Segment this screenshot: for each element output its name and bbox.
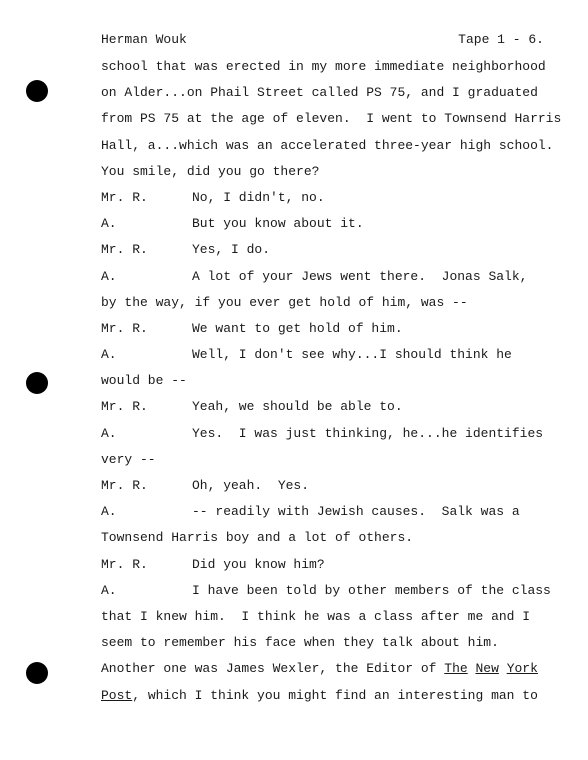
transcript-line <box>101 687 561 713</box>
speech-text: I have been told by other members of the class <box>192 582 551 598</box>
transcript-line <box>101 346 561 372</box>
transcript-line: that I knew him. I think he was a class after me and I <box>101 608 531 624</box>
transcript-line: from PS 75 at the age of eleven. I went to Townsend Harris <box>101 111 562 127</box>
speaker-label: Mr. R. <box>101 399 148 415</box>
transcript-body <box>101 58 561 713</box>
speaker-label: A. <box>101 216 117 232</box>
line-text: , which I think you might find an interesting man to <box>132 687 538 703</box>
transcript-line: Townsend Harris boy and a lot of others. <box>101 530 414 546</box>
transcript-line <box>101 477 561 503</box>
transcript-line <box>101 268 561 294</box>
speaker-label: Mr. R. <box>101 556 148 572</box>
speech-text: But you know about it. <box>192 216 364 232</box>
binder-hole <box>26 80 48 102</box>
transcript-line: Hall, a...which was an accelerated three-year high school. <box>101 137 554 153</box>
transcript-line <box>101 660 561 686</box>
speaker-label: A. <box>101 504 117 520</box>
underlined-title-word: The <box>444 661 468 677</box>
speaker-label: Mr. R. <box>101 242 148 258</box>
speech-text: A lot of your Jews went there. Jonas Salk, <box>192 268 528 284</box>
speaker-label: A. <box>101 425 117 441</box>
transcript-line <box>101 503 561 529</box>
transcript-line <box>101 189 561 215</box>
transcript-line: by the way, if you ever get hold of him, was -- <box>101 294 468 310</box>
speaker-label: A. <box>101 268 117 284</box>
underlined-title-word: Post <box>101 687 133 703</box>
transcript-line: on Alder...on Phail Street called PS 75, and I graduated <box>101 85 538 101</box>
transcript-line <box>101 398 561 424</box>
transcript-line: school that was erected in my more immediate neighborhood <box>101 59 546 74</box>
speech-text: Well, I don't see why...I should think he <box>192 347 512 363</box>
speaker-label: A. <box>101 347 117 363</box>
transcript-line: seem to remember his face when they talk about him. <box>101 635 499 651</box>
transcript-line <box>101 320 561 346</box>
transcript-line: You smile, did you go there? <box>101 163 320 179</box>
speaker-label: Mr. R. <box>101 320 148 336</box>
underlined-title-word: York <box>506 661 538 677</box>
speech-text: Oh, yeah. Yes. <box>192 478 310 493</box>
transcript-line <box>101 425 561 451</box>
transcript-line <box>101 582 561 608</box>
speech-text: -- readily with Jewish causes. Salk was a <box>192 504 520 520</box>
speech-text: Did you know him? <box>192 556 325 572</box>
line-text <box>499 661 507 676</box>
speech-text: We want to get hold of him. <box>192 320 403 336</box>
line-text: Another one was James Wexler, the Editor of <box>101 661 445 677</box>
underlined-title-word: New <box>475 661 499 677</box>
transcript-line <box>101 215 561 241</box>
speech-text: Yeah, we should be able to. <box>192 399 403 415</box>
speech-text: Yes, I do. <box>192 242 271 258</box>
interviewee-name: Herman Wouk <box>101 32 187 47</box>
transcript-line: would be -- <box>101 373 187 389</box>
speaker-label: Mr. R. <box>101 189 148 205</box>
transcript-line: very -- <box>101 451 156 467</box>
speaker-label: A. <box>101 582 117 598</box>
transcript-line <box>101 556 561 582</box>
binder-hole <box>26 662 48 684</box>
speech-text: Yes. I was just thinking, he...he identifies <box>192 425 544 441</box>
transcript-line <box>101 241 561 267</box>
binder-hole <box>26 372 48 394</box>
page-header <box>101 32 544 52</box>
speaker-label: Mr. R. <box>101 478 148 493</box>
speech-text: No, I didn't, no. <box>192 189 325 205</box>
tape-page-number: Tape 1 - 6. <box>458 32 544 47</box>
